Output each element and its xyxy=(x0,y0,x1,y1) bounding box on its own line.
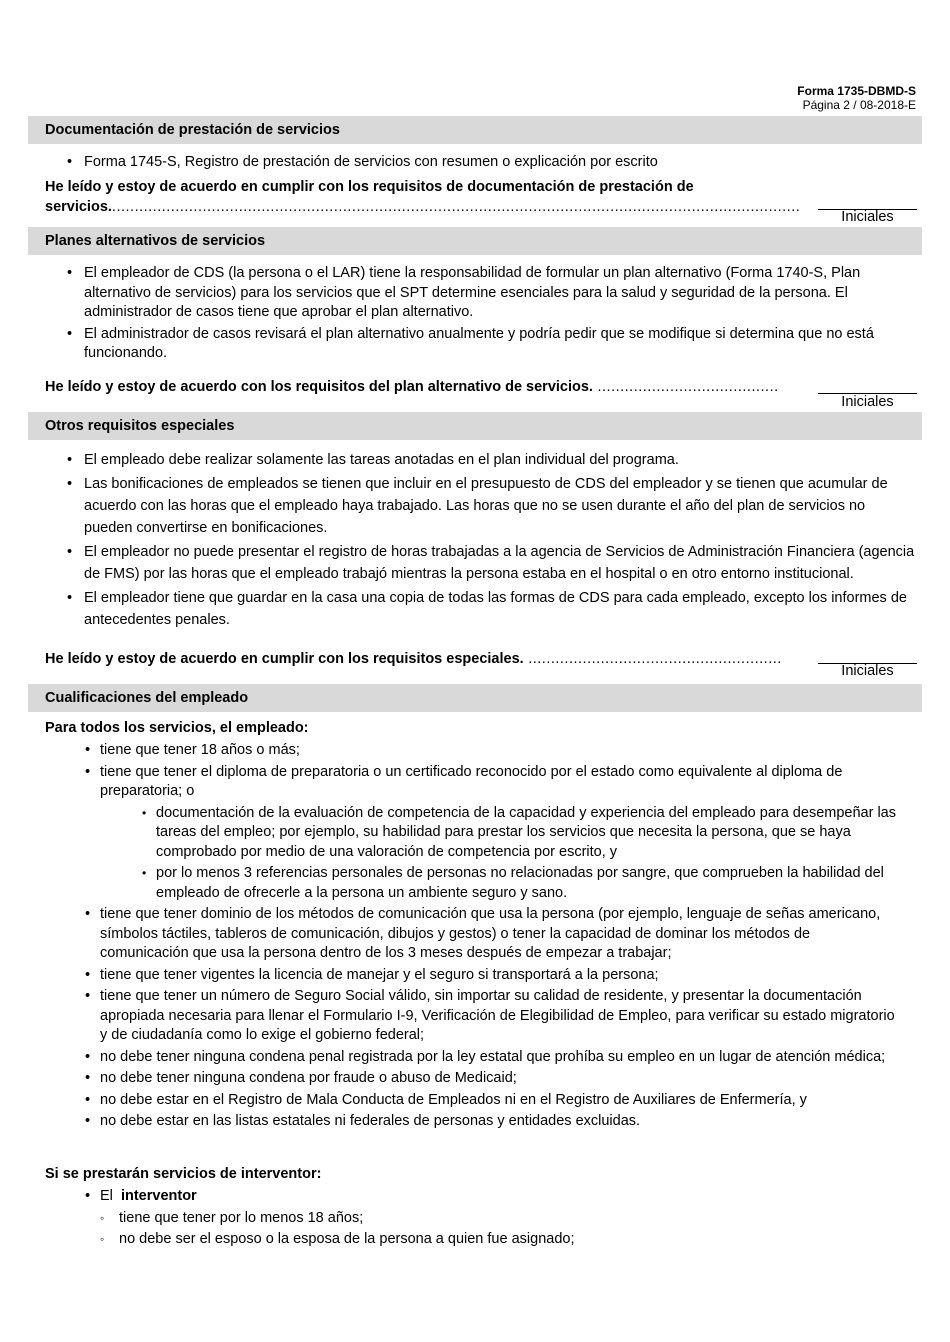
alternative-plans-acknowledgement xyxy=(45,378,807,398)
list-item: • no debe tener ninguna condena por fraude o abuso de Medicaid; xyxy=(100,1069,900,1089)
list-item: • Las bonificaciones de empleados se tienen que incluir en el presupuesto de CDS del empleador y se tienen que acumular de acuerdo con las horas que el empleado haya trabajado. Las horas que no se usen durante el año del plan de servicios no pueden convertirse en bonificaciones. xyxy=(45,473,917,539)
ack-text-line2: servicios. xyxy=(45,198,112,215)
section-header-special-requirements: Otros requisitos especiales xyxy=(28,412,922,440)
alternative-plans-list xyxy=(45,264,917,364)
page-info: Página 2 / 08-2018-E xyxy=(802,98,916,112)
list-item: • no debe estar en las listas estatales ni federales de personas y entidades excluidas. xyxy=(100,1112,900,1132)
form-id: Forma 1735-DBMD-S xyxy=(797,84,916,98)
ack-text-line1: He leído y estoy de acuerdo en cumplir con los requisitos de documentación de prestación de xyxy=(45,179,694,195)
qualifications-subhead: Para todos los servicios, el empleado: xyxy=(45,720,309,736)
documentation-list xyxy=(45,153,917,173)
documentation-initials-label: Iniciales xyxy=(841,209,894,225)
sublist-item: ◦ tiene que tener por lo menos 18 años; xyxy=(119,1208,900,1230)
qualifications-list xyxy=(100,741,900,1134)
ack-text: He leído y estoy de acuerdo en cumplir con los requisitos especiales. xyxy=(45,651,524,667)
list-item xyxy=(100,763,900,904)
section-header-qualifications: Cualificaciones del empleado xyxy=(28,684,922,712)
list-item: • tiene que tener vigentes la licencia de manejar y el seguro si transportará a la persona; xyxy=(100,966,900,986)
form-header xyxy=(797,84,916,112)
ack-dots: ........................................ xyxy=(592,379,779,395)
list-item: • El empleador no puede presentar el registro de horas trabajadas a la agencia de Servicios de Administración Financiera (agencia de FMS) por las horas que el empleado trabajó mientras la persona estaba en el hospital o en otro entorno institucional. xyxy=(45,541,917,585)
list-item: • no debe tener ninguna condena penal registrada por la ley estatal que prohíba su empleo en un lugar de atención médica; xyxy=(100,1048,900,1068)
list-item: • El administrador de casos revisará el plan alternativo anualmente y podría pedir que se modifique si determina que no está funcionando. xyxy=(45,325,917,364)
list-item xyxy=(100,1186,900,1251)
intervenor-prefix: El xyxy=(100,1188,113,1204)
intervenor-list xyxy=(100,1186,900,1251)
sublist-item: ◦ no debe ser el esposo o la esposa de la persona a quien fue asignado; xyxy=(119,1229,900,1251)
special-requirements-list xyxy=(45,449,917,631)
list-item: • El empleador de CDS (la persona o el LAR) tiene la responsabilidad de formular un plan alternativo (Forma 1740-S, Plan alternativo de servicios) para los servicios que el SPT determine esenciales para la salud y seguridad de la persona. El administrador de casos tiene que aprobar el plan alternativo. xyxy=(45,264,917,323)
sublist-item: • documentación de la evaluación de competencia de la capacidad y experiencia del empleado para desempeñar las tareas del empleo; por ejemplo, su habilidad para prestar los servicios que necesita la persona, que se haya comprobado por medio de una valoración de competencia por escrito, y xyxy=(156,804,900,863)
alternative-plans-initials-label: Iniciales xyxy=(841,394,894,410)
special-requirements-initials-label: Iniciales xyxy=(841,663,894,679)
list-item: • El empleado debe realizar solamente las tareas anotadas en el plan individual del programa. xyxy=(45,449,917,471)
list-item: • Forma 1745-S, Registro de prestación de servicios con resumen o explicación por escrito xyxy=(45,153,917,173)
list-item-text: tiene que tener el diploma de preparatoria o un certificado reconocido por el estado como equivalente al diploma de preparatoria; o xyxy=(100,763,843,799)
intervenor-sublist xyxy=(100,1208,900,1251)
list-item: • tiene que tener 18 años o más; xyxy=(100,741,900,761)
list-item: • tiene que tener un número de Seguro Social válido, sin importar su calidad de residente, y presentar la documentación apropiada necesaria para llenar el Formulario I-9, Verificación de Elegibilidad de Empleo, para verificar su estado migratorio y de ciudadanía como lo exige el gobierno federal; xyxy=(100,987,900,1046)
intervenor-subhead: Si se prestarán servicios de interventor: xyxy=(45,1166,322,1182)
list-item: • tiene que tener dominio de los métodos de comunicación que usa la persona (por ejemplo, lenguaje de señas americano, símbolos táctiles, tableros de comunicación, dibujos y gestos) o tener la capacidad de dominar los métodos de comunicación que usa la persona dentro de los 3 meses después de empezar a trabajar; xyxy=(100,905,900,964)
list-item: • no debe estar en el Registro de Mala Conducta de Empleados ni en el Registro de Auxiliares de Enfermería, y xyxy=(100,1091,900,1111)
ack-dots: ........................................................................................................................................................ xyxy=(111,198,801,215)
special-requirements-acknowledgement xyxy=(45,650,807,670)
intervenor-term: interventor xyxy=(120,1188,197,1204)
list-item: • El empleador tiene que guardar en la casa una copia de todas las formas de CDS para cada empleado, excepto los informes de antecedentes penales. xyxy=(45,587,917,631)
sublist-item: • por lo menos 3 referencias personales de personas no relacionadas por sangre, que comprueben la habilidad del empleado de ofrecerle a la persona un ambiente seguro y sano. xyxy=(156,864,900,903)
documentation-acknowledgement xyxy=(45,178,807,217)
ack-text: He leído y estoy de acuerdo con los requisitos del plan alternativo de servicios. xyxy=(45,379,593,395)
section-header-alternative-plans: Planes alternativos de servicios xyxy=(28,227,922,255)
ack-dots: ........................................................ xyxy=(523,651,782,667)
section-header-documentation: Documentación de prestación de servicios xyxy=(28,116,922,144)
qualifications-sublist xyxy=(100,804,900,904)
